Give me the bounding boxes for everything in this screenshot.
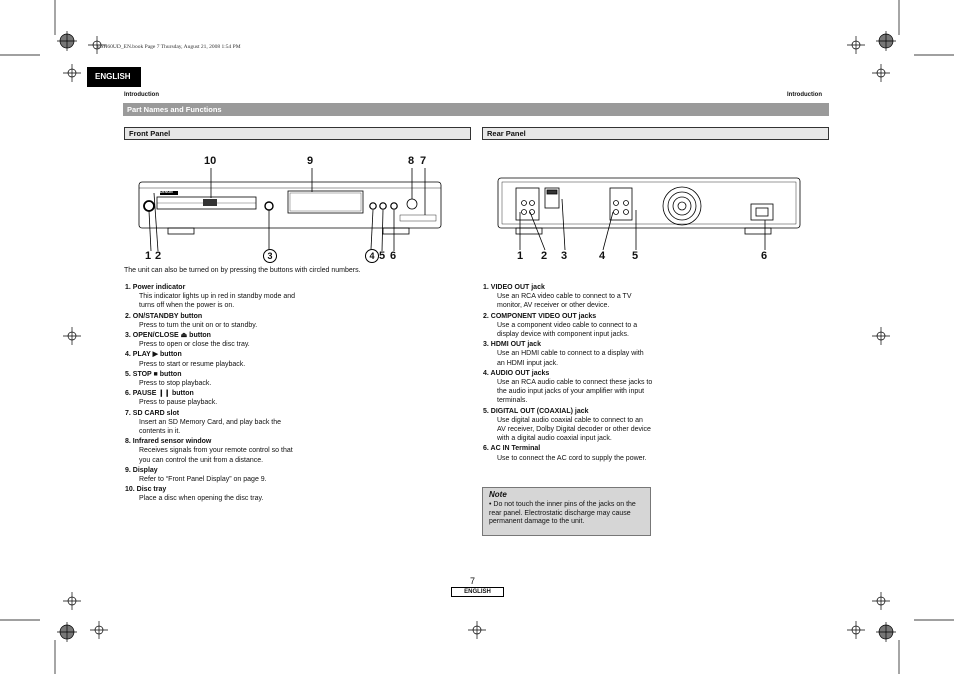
note-title: Note (489, 490, 507, 499)
list-item: 5. STOP ■ button Press to stop playback. (125, 370, 212, 388)
rear-panel-heading: Rear Panel (482, 127, 829, 140)
callout-7: 7 (420, 155, 427, 167)
rear-callout-6: 6 (761, 250, 768, 262)
rear-callout-5: 5 (632, 250, 639, 262)
running-head-right: Introduction (787, 92, 822, 98)
callout-8: 8 (408, 155, 415, 167)
running-head-left: Introduction (124, 92, 159, 98)
list-item: 6. PAUSE ❙❙ button Press to pause playback. (125, 390, 218, 407)
rear-callout-2: 2 (541, 250, 548, 262)
callout-5: 5 (379, 250, 386, 262)
list-item: 9. Display Refer to “Front Panel Display” on page 9. (125, 466, 267, 484)
section-title-bar: Part Names and Functions (123, 103, 829, 116)
rear-panel-list (483, 283, 653, 464)
callout-4-circled: 4 (365, 249, 379, 263)
callout-2: 2 (155, 250, 162, 262)
list-item: 1. VIDEO OUT jack Use an RCA video cable to connect to a TV monitor, AV receiver or other device. (483, 284, 632, 310)
brand-logo: DENON (160, 190, 173, 194)
footer-language-tab: ENGLISH (451, 587, 504, 597)
list-item: 2. ON/STANDBY button Press to turn the unit on or to standby. (125, 312, 258, 329)
list-item: 8. Infrared sensor window Receives signals from your remote control so that you can control the unit from a distance. (125, 438, 293, 464)
callout-3-circled: 3 (263, 249, 277, 263)
list-item: 2. COMPONENT VIDEO OUT jacks Use a component video cable to connect to a display device with component input jacks. (483, 312, 638, 339)
callout-6: 6 (390, 250, 397, 262)
front-panel-heading: Front Panel (124, 127, 471, 140)
note-text: • Do not touch the inner pins of the jacks on the rear panel. Electrostatic discharge may cause permanent damage to the unit. (489, 500, 636, 526)
list-item: 3. OPEN/CLOSE ⏏ button Press to open or close the disc tray. (125, 332, 250, 349)
rear-callout-4: 4 (599, 250, 606, 262)
list-item: 3. HDMI OUT jack Use an HDMI cable to connect to a display with an HDMI input jack. (483, 341, 644, 367)
language-tab: ENGLISH (87, 67, 141, 87)
rear-callout-3: 3 (561, 250, 568, 262)
list-item: 6. AC IN Terminal Use to connect the AC cord to supply the power. (483, 445, 647, 462)
front-panel-caption: The unit can also be turned on by pressing the buttons with circled numbers. (124, 267, 361, 274)
list-item: 7. SD CARD slot Insert an SD Memory Card, and play back the contents in it. (125, 409, 282, 436)
list-item: 10. Disc tray Place a disc when opening the disc tray. (125, 486, 264, 503)
page-number: 7 (470, 576, 476, 586)
callout-1: 1 (145, 250, 152, 262)
list-item: 5. DIGITAL OUT (COAXIAL) jack Use digital audio coaxial cable to connect to an AV receiver, Dolby Digital decoder or other device with a digital audio coaxial input jack. (483, 407, 651, 443)
callout-10: 10 (204, 155, 217, 167)
callout-9: 9 (307, 155, 314, 167)
note-box (482, 487, 651, 536)
list-item: 1. Power indicator This indicator lights up in red in standby mode and turns off when the power is on. (125, 284, 296, 310)
list-item: 4. AUDIO OUT jacks Use an RCA audio cable to connect these jacks to the audio input jacks of your amplifier with input terminals. (483, 369, 653, 405)
rear-callout-1: 1 (517, 250, 524, 262)
book-info-line: ESH60UD_EN.book Page 7 Thursday, August 21, 2008 1:54 PM (97, 44, 241, 50)
list-item: 4. PLAY ▶ button Press to start or resume playback. (125, 351, 246, 368)
